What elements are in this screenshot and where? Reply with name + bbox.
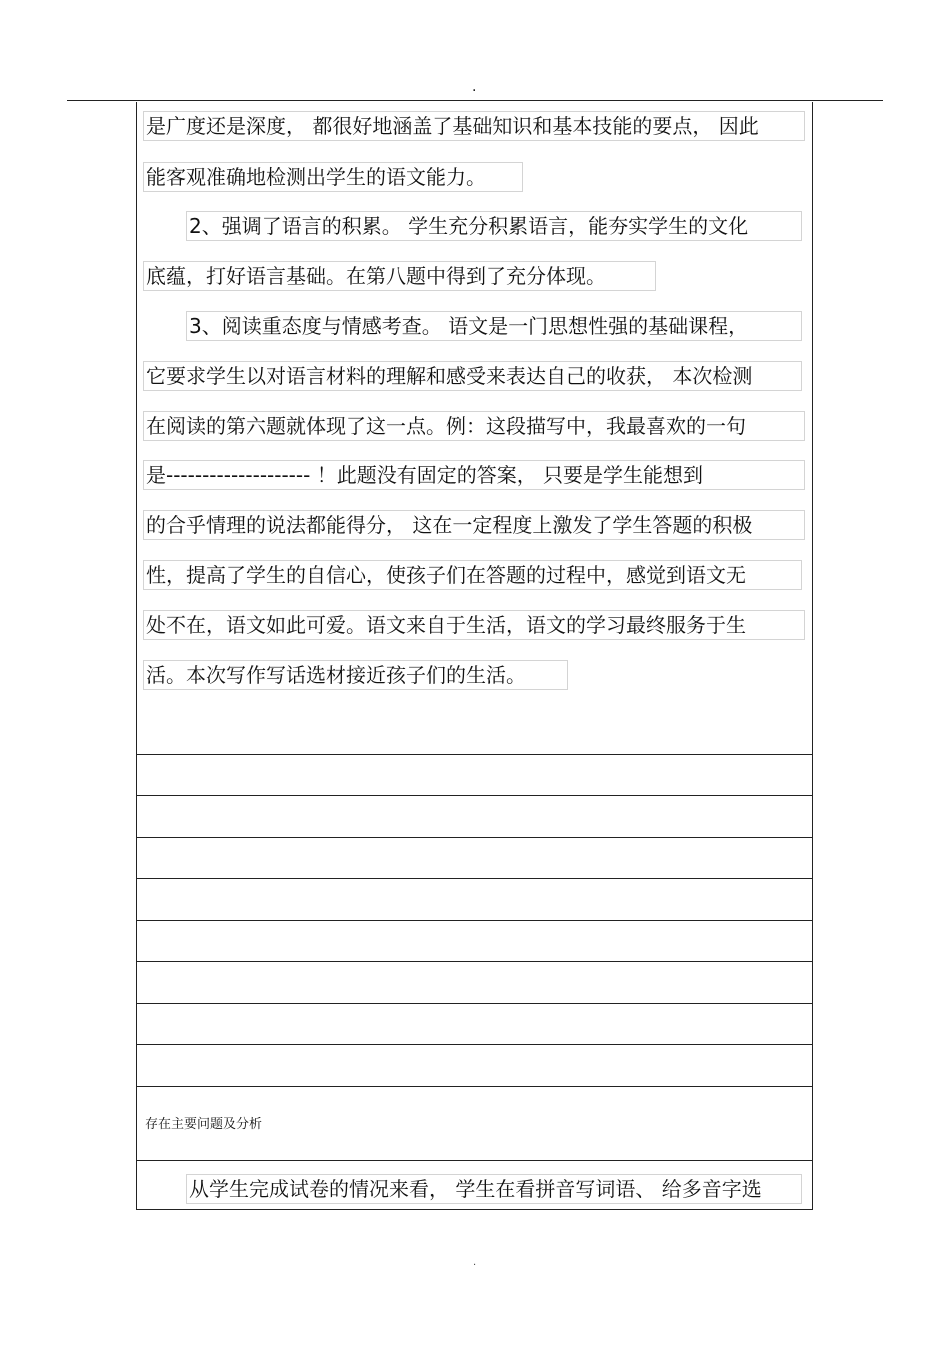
- section-label: 存在主要问题及分析: [145, 1117, 263, 1132]
- header-mark: .: [472, 79, 477, 95]
- body-line-12: 活。本次写作写话选材接近孩子们的生活。: [143, 660, 568, 690]
- row-rule: [136, 961, 813, 962]
- row-rule: [136, 878, 813, 879]
- body-line-11: 处不在，语文如此可爱。语文来自于生活，语文的学习最终服务于生: [143, 610, 805, 640]
- row-rule: [136, 920, 813, 921]
- row-rule: [136, 1160, 813, 1161]
- body-line-5: 3、阅读重态度与情感考查。 语文是一门思想性强的基础课程，: [186, 311, 802, 341]
- body-line-4: 底蕴，打好语言基础。在第八题中得到了充分体现。: [143, 261, 656, 291]
- row-rule: [136, 1086, 813, 1087]
- row-rule: [136, 1003, 813, 1004]
- body-line-8: 是-------------------- ！此题没有固定的答案， 只要是学生能想到: [143, 460, 805, 490]
- analysis-line: 从学生完成试卷的情况来看， 学生在看拼音写词语、 给多音字选: [186, 1174, 802, 1204]
- body-line-3: 2、强调了语言的积累。 学生充分积累语言，能夯实学生的文化: [186, 211, 802, 241]
- row-rule: [136, 1044, 813, 1045]
- row-rule: [136, 795, 813, 796]
- body-line-1: 是广度还是深度， 都很好地涵盖了基础知识和基本技能的要点， 因此: [143, 111, 805, 141]
- row-rule: [136, 837, 813, 838]
- row-rule: [136, 754, 813, 755]
- body-line-6: 它要求学生以对语言材料的理解和感受来表达自己的收获， 本次检测: [143, 361, 802, 391]
- footer-mark: .: [473, 1257, 477, 1268]
- body-line-9: 的合乎情理的说法都能得分， 这在一定程度上激发了学生答题的积极: [143, 510, 805, 540]
- body-line-10: 性，提高了学生的自信心，使孩子们在答题的过程中，感觉到语文无: [143, 560, 802, 590]
- body-line-2: 能客观准确地检测出学生的语文能力。: [143, 162, 523, 192]
- header-rule: [67, 100, 883, 101]
- body-line-7: 在阅读的第六题就体现了这一点。例：这段描写中，我最喜欢的一句: [143, 411, 805, 441]
